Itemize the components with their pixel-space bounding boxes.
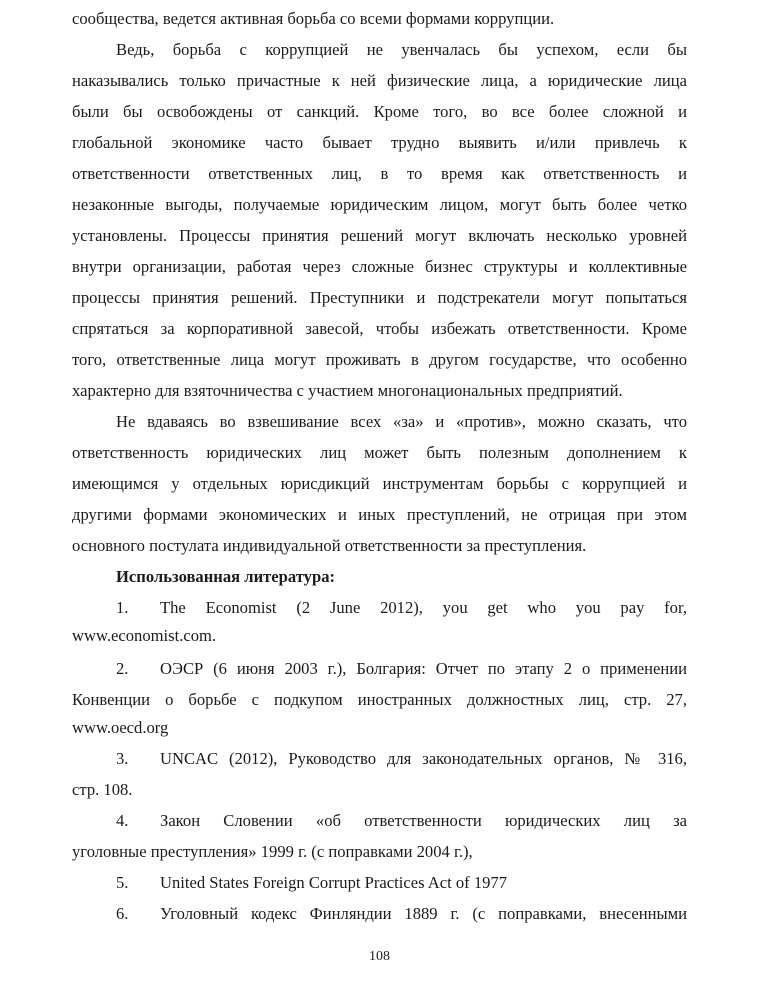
paragraph-2-line: процессы принятия решений. Преступники и подстрекатели могут попытаться bbox=[72, 288, 687, 307]
paragraph-3-line: другими формами экономических и иных преступлений, не отрицая при этом bbox=[72, 505, 687, 524]
reference-text-line: Конвенции о борьбе с подкупом иностранных должностных лиц, стр. 27, bbox=[72, 690, 687, 709]
reference-text: Уголовный кодекс Финляндии 1889 г. (с поправками, внесенными bbox=[160, 904, 687, 923]
reference-text: ОЭСР (6 июня 2003 г.), Болгария: Отчет по этапу 2 о применении bbox=[160, 659, 687, 678]
reference-text-line: www.oecd.org bbox=[72, 718, 169, 737]
reference-number: 3. bbox=[116, 749, 129, 768]
paragraph-2-line: характерно для взяточничества с участием многонациональных предприятий. bbox=[72, 381, 623, 400]
reference-text: The Economist (2 June 2012), you get who you pay for, bbox=[160, 598, 687, 617]
paragraph-2-line: были бы освобождены от санкций. Кроме того, во все более сложной и bbox=[72, 102, 687, 121]
reference-item bbox=[116, 659, 687, 679]
reference-text: UNCAC (2012), Руководство для законодательных органов, № 316, bbox=[160, 749, 687, 768]
paragraph-3-line: ответственность юридических лиц может быть полезным дополнением к bbox=[72, 443, 687, 462]
reference-text: United States Foreign Corrupt Practices Act of 1977 bbox=[160, 873, 508, 892]
paragraph-2-line: ответственности ответственных лиц, в то время как ответственность и bbox=[72, 164, 687, 183]
paragraph-2-line: наказывались только причастные к ней физические лица, а юридические лица bbox=[72, 71, 687, 90]
paragraph-2-line: установлены. Процессы принятия решений могут включать несколько уровней bbox=[72, 226, 687, 245]
reference-number: 4. bbox=[116, 811, 129, 830]
reference-number: 5. bbox=[116, 873, 129, 892]
paragraph-2-line: внутри организации, работая через сложные бизнес структуры и коллективные bbox=[72, 257, 687, 276]
paragraph-2-line: того, ответственные лица могут проживать в другом государстве, что особенно bbox=[72, 350, 687, 369]
document-page bbox=[72, 0, 687, 1000]
reference-text-line: www.economist.com. bbox=[72, 626, 217, 645]
paragraph-2-line: спрятаться за корпоративной завесой, чтобы избежать ответственности. Кроме bbox=[72, 319, 687, 338]
reference-item bbox=[116, 904, 687, 924]
paragraph-3-line: Не вдаваясь во взвешивание всех «за» и «против», можно сказать, что bbox=[116, 412, 687, 431]
reference-text-line: уголовные преступления» 1999 г. (с поправками 2004 г.), bbox=[72, 842, 473, 861]
references-heading: Использованная литература: bbox=[116, 567, 336, 586]
reference-number: 6. bbox=[116, 904, 129, 923]
reference-text-line: стр. 108. bbox=[72, 780, 133, 799]
paragraph-1-end: сообщества, ведется активная борьба со всеми формами коррупции. bbox=[72, 9, 555, 28]
paragraph-3-line: имеющимся у отдельных юрисдикций инструментам борьбы с коррупцией и bbox=[72, 474, 687, 493]
reference-item bbox=[116, 598, 687, 618]
paragraph-2-line: глобальной экономике часто бывает трудно выявить и/или привлечь к bbox=[72, 133, 687, 152]
page-number: 108 bbox=[369, 949, 390, 964]
paragraph-2-line: незаконные выгоды, получаемые юридическим лицом, могут быть более четко bbox=[72, 195, 687, 214]
reference-number: 2. bbox=[116, 659, 129, 678]
reference-item bbox=[116, 811, 687, 831]
paragraph-2-line: Ведь, борьба с коррупцией не увенчалась бы успехом, если бы bbox=[116, 40, 687, 59]
reference-item bbox=[116, 873, 687, 893]
reference-item bbox=[116, 749, 687, 769]
paragraph-3-line: основного постулата индивидуальной ответственности за преступления. bbox=[72, 536, 587, 555]
reference-text: Закон Словении «об ответственности юридических лиц за bbox=[160, 811, 687, 830]
reference-number: 1. bbox=[116, 598, 129, 617]
